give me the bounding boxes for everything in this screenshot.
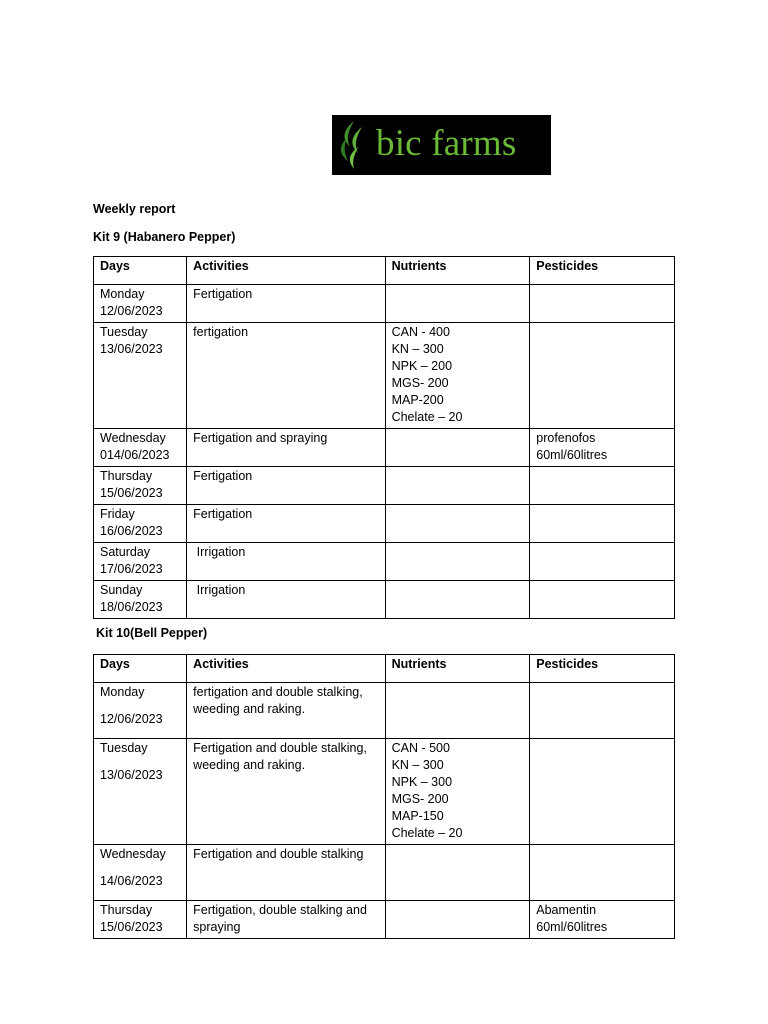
table-row [94,845,675,901]
header-pesticides: Pesticides [530,257,675,285]
pesticides-cell [530,581,675,619]
pesticide-item: profenofos [536,431,596,445]
table-header-row [94,257,675,285]
day-cell [94,285,187,323]
day-cell [94,581,187,619]
nutrient-item: MGS- 200 [391,376,449,390]
activities-cell: Fertigation, double stalking and spraying [187,901,385,939]
header-pesticides: Pesticides [530,655,675,683]
day-name: Thursday [100,903,153,917]
table-row [94,739,675,845]
day-name: Saturday [100,545,151,559]
table-row [94,285,675,323]
day-name: Thursday [100,469,153,483]
pesticides-cell [530,845,675,901]
day-date: 15/06/2023 [100,920,163,934]
table-row [94,505,675,543]
activities-cell: Fertigation and double stalking, weeding and raking. [187,739,385,845]
day-name: Tuesday [100,325,148,339]
pesticides-cell [530,901,675,939]
day-date: 13/06/2023 [100,342,163,356]
header-days: Days [94,655,187,683]
day-cell [94,683,187,739]
report-title: Weekly report [93,202,176,216]
day-cell [94,739,187,845]
day-cell [94,467,187,505]
nutrients-cell [385,505,530,543]
day-date: 14/06/2023 [100,874,163,888]
activities-cell: Irrigation [187,581,385,619]
nutrient-item: CAN - 500 [391,741,450,755]
day-cell [94,845,187,901]
nutrient-item: KN – 300 [391,758,444,772]
day-date: 12/06/2023 [100,712,163,726]
activities-cell: fertigation and double stalking, weeding and raking. [187,683,385,739]
kit10-title: Kit 10(Bell Pepper) [96,626,208,640]
pesticides-cell [530,739,675,845]
nutrient-item: KN – 300 [391,342,444,356]
header-days: Days [94,257,187,285]
company-logo [332,115,551,175]
nutrients-cell [385,323,530,429]
header-nutrients: Nutrients [385,257,530,285]
activities-cell: Fertigation [187,505,385,543]
activities-cell: Irrigation [187,543,385,581]
nutrients-cell [385,683,530,739]
header-activities: Activities [187,655,385,683]
day-name: Monday [100,685,145,699]
table-row [94,467,675,505]
table-row [94,683,675,739]
nutrients-cell [385,429,530,467]
activities-cell: Fertigation [187,467,385,505]
kit9-table [93,256,675,619]
nutrient-item: MAP-200 [391,393,444,407]
header-nutrients: Nutrients [385,655,530,683]
leaf-icon [334,117,374,173]
pesticides-cell [530,683,675,739]
day-cell [94,505,187,543]
nutrients-cell [385,739,530,845]
table-header-row [94,655,675,683]
pesticides-cell [530,285,675,323]
day-cell [94,429,187,467]
pesticide-item: Abamentin [536,903,597,917]
nutrient-item: Chelate – 20 [391,410,463,424]
nutrients-cell [385,901,530,939]
pesticides-cell [530,429,675,467]
pesticide-item: 60ml/60litres [536,920,608,934]
nutrients-cell [385,467,530,505]
day-name: Tuesday [100,741,148,755]
day-cell [94,901,187,939]
activities-cell: Fertigation and spraying [187,429,385,467]
table-row [94,543,675,581]
nutrient-item: NPK – 300 [391,775,453,789]
header-activities: Activities [187,257,385,285]
nutrient-item: MAP-150 [391,809,444,823]
activities-cell: Fertigation [187,285,385,323]
day-date: 13/06/2023 [100,768,163,782]
table-row [94,429,675,467]
activities-cell: Fertigation and double stalking [187,845,385,901]
pesticides-cell [530,505,675,543]
kit9-title: Kit 9 (Habanero Pepper) [93,230,236,244]
day-name: Wednesday [100,431,166,445]
day-cell [94,543,187,581]
kit10-table [93,654,675,939]
table-row [94,581,675,619]
day-date: 17/06/2023 [100,562,163,576]
nutrient-item: MGS- 200 [391,792,449,806]
day-name: Friday [100,507,135,521]
day-cell [94,323,187,429]
pesticide-item: 60ml/60litres [536,448,608,462]
nutrients-cell [385,845,530,901]
day-date: 16/06/2023 [100,524,163,538]
day-name: Monday [100,287,145,301]
day-date: 18/06/2023 [100,600,163,614]
day-name: Sunday [100,583,143,597]
nutrients-cell [385,543,530,581]
table-row [94,901,675,939]
pesticides-cell [530,467,675,505]
day-name: Wednesday [100,847,166,861]
nutrient-item: CAN - 400 [391,325,450,339]
nutrients-cell [385,285,530,323]
pesticides-cell [530,543,675,581]
nutrient-item: NPK – 200 [391,359,453,373]
table-row [94,323,675,429]
day-date: 15/06/2023 [100,486,163,500]
nutrient-item: Chelate – 20 [391,826,463,840]
pesticides-cell [530,323,675,429]
activities-cell: fertigation [187,323,385,429]
day-date: 014/06/2023 [100,448,170,462]
nutrients-cell [385,581,530,619]
day-date: 12/06/2023 [100,304,163,318]
logo-text: bic farms [376,122,517,164]
